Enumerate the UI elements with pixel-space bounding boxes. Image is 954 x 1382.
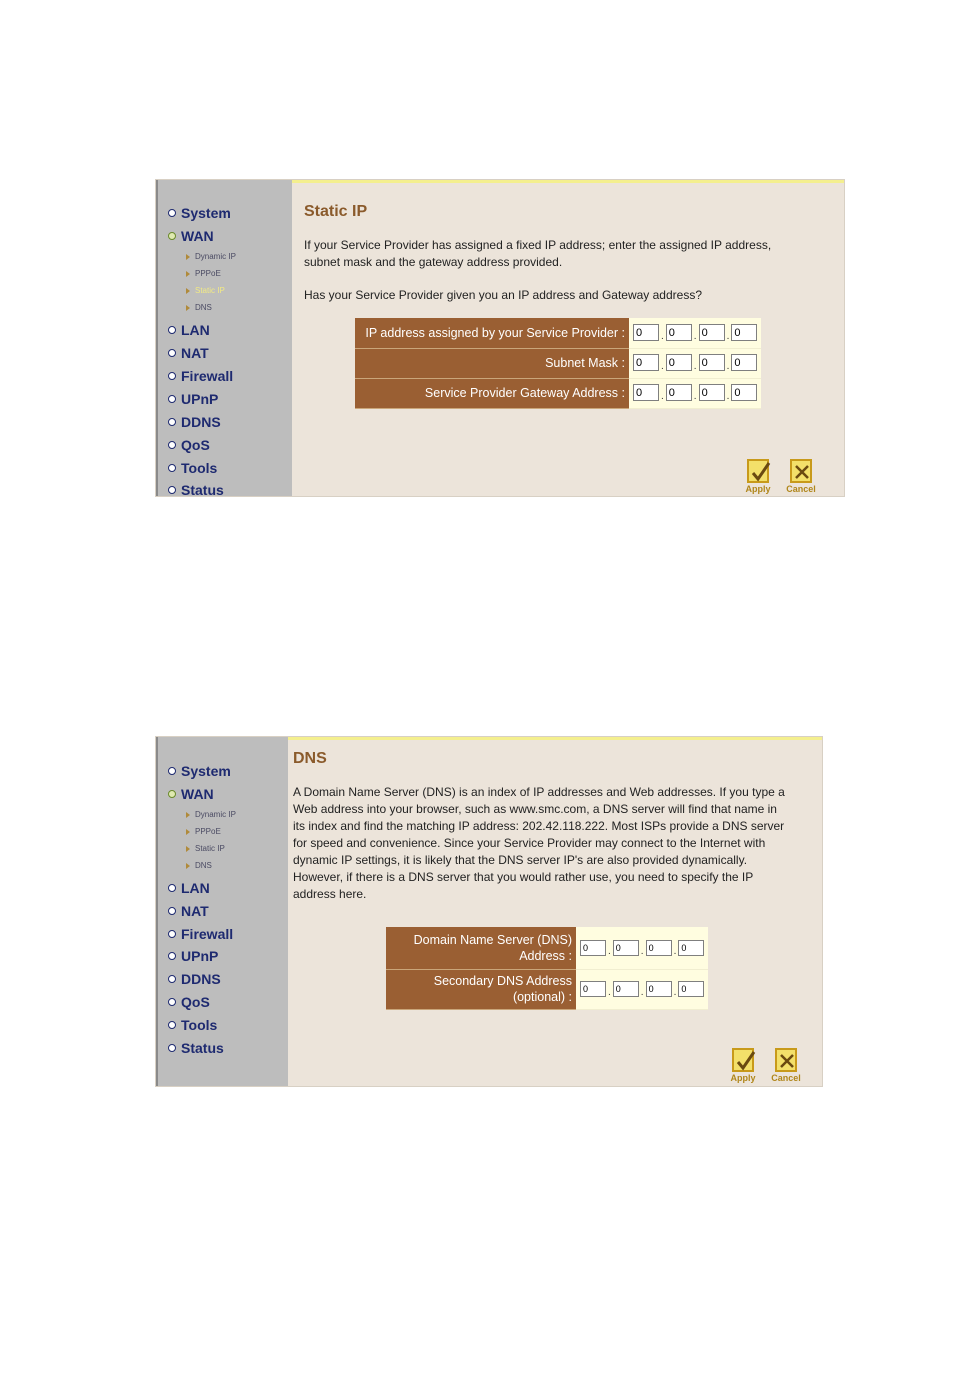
radio-circle-icon <box>168 232 176 240</box>
mask-octet-4[interactable] <box>731 354 757 371</box>
octet-separator: . <box>726 361 730 372</box>
cancel-button[interactable] <box>784 459 818 494</box>
octet-separator: . <box>693 361 697 372</box>
static-ip-panel <box>156 180 844 496</box>
nav-upnp[interactable] <box>168 391 218 407</box>
triangle-right-icon <box>186 271 190 277</box>
radio-circle-icon <box>168 884 176 892</box>
radio-circle-icon <box>168 395 176 403</box>
dns-form <box>386 927 708 1010</box>
field-label: Service Provider Gateway Address : <box>355 378 629 408</box>
intro-line: subnet mask and the gateway address provided. <box>304 255 563 269</box>
nav-system[interactable] <box>168 205 231 221</box>
radio-circle-icon <box>168 372 176 380</box>
subnav-pppoe[interactable] <box>186 827 221 836</box>
subnav-label: Dynamic IP <box>195 252 236 261</box>
nav-qos[interactable] <box>168 437 210 453</box>
nav-label: Status <box>181 1040 224 1056</box>
triangle-right-icon <box>186 305 190 311</box>
octet-separator: . <box>661 361 664 372</box>
nav-lan[interactable] <box>168 880 210 896</box>
triangle-right-icon <box>186 846 190 852</box>
dns1-octet-4[interactable] <box>678 940 704 956</box>
subnav-label: PPPoE <box>195 269 221 278</box>
nav-wan[interactable] <box>168 786 214 802</box>
gateway-octet-3[interactable] <box>699 384 725 401</box>
octet-separator: . <box>661 391 664 402</box>
nav-label: Tools <box>181 1017 218 1033</box>
subnav-label: PPPoE <box>195 827 221 836</box>
checkmark-box-icon <box>732 1048 754 1072</box>
nav-system[interactable] <box>168 763 231 779</box>
nav-label: LAN <box>181 322 210 338</box>
nav-label: LAN <box>181 880 210 896</box>
cancel-label: Cancel <box>771 1073 801 1083</box>
form-row-secondary-dns <box>386 969 708 1009</box>
nav-label: QoS <box>181 994 210 1010</box>
dns2-octet-3[interactable] <box>646 981 672 997</box>
radio-circle-icon <box>168 464 176 472</box>
page-title: DNS <box>293 750 327 767</box>
ip-address-octets <box>629 318 761 348</box>
mask-octet-2[interactable] <box>666 354 692 371</box>
radio-circle-icon <box>168 952 176 960</box>
ip-octet-1[interactable] <box>633 324 659 341</box>
radio-circle-icon <box>168 767 176 775</box>
field-label: Subnet Mask : <box>355 348 629 378</box>
nav-label: System <box>181 763 231 779</box>
octet-separator: . <box>608 987 611 998</box>
octet-separator: . <box>726 391 730 402</box>
description-line: for speed and convenience. Since your Service Provider may connect to the Internet with <box>293 836 766 850</box>
subnav-pppoe[interactable] <box>186 269 221 278</box>
subnav-label: Static IP <box>195 844 225 853</box>
gateway-octet-1[interactable] <box>633 384 659 401</box>
primary-dns-octets <box>576 927 708 969</box>
triangle-right-icon <box>186 863 190 869</box>
subnav-static-ip[interactable] <box>186 286 225 295</box>
nav-qos[interactable] <box>168 994 210 1010</box>
triangle-right-icon <box>186 254 190 260</box>
radio-circle-icon <box>168 486 176 494</box>
octet-separator: . <box>640 987 644 998</box>
octet-separator: . <box>726 330 730 342</box>
dns2-octet-4[interactable] <box>678 981 704 997</box>
nav-ddns[interactable] <box>168 971 221 987</box>
dns1-octet-1[interactable] <box>580 940 606 956</box>
checkmark-box-icon <box>747 459 769 483</box>
form-row-primary-dns <box>386 927 708 969</box>
ip-octet-2[interactable] <box>666 324 692 341</box>
apply-button[interactable] <box>743 459 773 494</box>
subnav-dns[interactable] <box>186 861 212 870</box>
subnav-dynamic-ip[interactable] <box>186 252 236 261</box>
mask-octet-3[interactable] <box>699 354 725 371</box>
nav-label: Firewall <box>181 926 234 942</box>
intro-text <box>304 237 834 271</box>
nav-label: WAN <box>181 228 214 244</box>
subnav-dns[interactable] <box>186 303 212 312</box>
subnav-label: DNS <box>195 303 212 312</box>
octet-separator: . <box>661 330 664 342</box>
radio-circle-icon <box>168 349 176 357</box>
description-line: dynamic IP settings, it is likely that the DNS server IP's are also provided dynamically. <box>293 853 748 867</box>
x-box-icon <box>775 1048 797 1072</box>
nav-label: Status <box>181 482 224 498</box>
nav-label: DDNS <box>181 414 221 430</box>
subnet-mask-octets <box>629 348 761 378</box>
nav-label: QoS <box>181 437 210 453</box>
nav-label: System <box>181 205 231 221</box>
triangle-right-icon <box>186 829 190 835</box>
nav-label: WAN <box>181 786 214 802</box>
description-line: address here. <box>293 887 367 901</box>
nav-label: UPnP <box>181 948 219 964</box>
field-label <box>386 927 576 969</box>
dns1-octet-3[interactable] <box>646 940 672 956</box>
cancel-button[interactable] <box>769 1048 803 1083</box>
page-title: Static IP <box>304 203 368 220</box>
gateway-octet-2[interactable] <box>666 384 692 401</box>
apply-label: Apply <box>730 1073 756 1083</box>
triangle-right-icon <box>186 812 190 818</box>
ip-octet-4[interactable] <box>731 324 757 341</box>
nav-label: UPnP <box>181 391 219 407</box>
nav-label: DDNS <box>181 971 221 987</box>
octet-separator: . <box>693 330 697 342</box>
radio-circle-icon <box>168 975 176 983</box>
form-row-subnet-mask <box>355 348 761 378</box>
radio-circle-icon <box>168 930 176 938</box>
dns-description <box>293 784 813 903</box>
nav-firewall[interactable] <box>168 368 233 384</box>
field-label <box>386 969 576 1009</box>
dns2-octet-2[interactable] <box>613 981 639 997</box>
description-line: However, if there is a DNS server that you would rather use, you need to specify the IP <box>293 870 754 884</box>
radio-circle-icon <box>168 418 176 426</box>
gateway-octet-4[interactable] <box>731 384 757 401</box>
label-line: Secondary DNS Address <box>433 974 572 988</box>
nav-upnp[interactable] <box>168 948 218 964</box>
radio-circle-icon <box>168 1021 176 1029</box>
nav-status[interactable] <box>168 482 224 498</box>
intro-line: If your Service Provider has assigned a fixed IP address; enter the assigned IP address, <box>304 238 772 252</box>
description-line: Web address into your browser, such as www.smc.com, a DNS server will find that name in <box>293 802 777 816</box>
nav-tools[interactable] <box>168 1017 217 1033</box>
form-row-ip-address <box>355 318 761 348</box>
dns2-octet-1[interactable] <box>580 981 606 997</box>
radio-circle-icon <box>168 326 176 334</box>
secondary-dns-octets <box>576 969 708 1009</box>
nav-status[interactable] <box>168 1040 224 1056</box>
subnav-dynamic-ip[interactable] <box>186 810 236 819</box>
nav-wan[interactable] <box>168 228 214 244</box>
octet-separator: . <box>673 945 677 957</box>
octet-separator: . <box>640 945 644 957</box>
sidebar-nav <box>156 180 292 496</box>
ip-octet-3[interactable] <box>699 324 725 341</box>
nav-firewall[interactable] <box>168 926 233 942</box>
radio-circle-icon <box>168 441 176 449</box>
mask-octet-1[interactable] <box>633 354 659 371</box>
radio-circle-icon <box>168 998 176 1006</box>
field-label: IP address assigned by your Service Provider : <box>355 318 629 348</box>
radio-circle-icon <box>168 907 176 915</box>
static-ip-form <box>355 318 761 409</box>
question-text: Has your Service Provider given you an IP address and Gateway address? <box>304 288 702 302</box>
cancel-label: Cancel <box>786 484 816 494</box>
description-line: A Domain Name Server (DNS) is an index of IP addresses and Web addresses. If you type a <box>293 785 785 799</box>
x-box-icon <box>790 459 812 483</box>
octet-separator: . <box>608 945 611 957</box>
nav-nat[interactable] <box>168 345 209 361</box>
nav-label: Tools <box>181 460 218 476</box>
label-line: Address : <box>519 948 572 963</box>
radio-circle-icon <box>168 209 176 217</box>
nav-label: NAT <box>181 345 209 361</box>
apply-button[interactable] <box>728 1048 758 1083</box>
subnav-label: Dynamic IP <box>195 810 236 819</box>
nav-nat[interactable] <box>168 903 209 919</box>
dns1-octet-2[interactable] <box>613 940 639 956</box>
octet-separator: . <box>673 987 677 998</box>
radio-circle-icon <box>168 1044 176 1052</box>
subnav-label: DNS <box>195 861 212 870</box>
dns-panel <box>156 737 822 1086</box>
form-row-gateway <box>355 378 761 408</box>
nav-label: NAT <box>181 903 209 919</box>
subnav-label: Static IP <box>195 286 225 295</box>
nav-lan[interactable] <box>168 322 210 338</box>
label-line: Domain Name Server (DNS) <box>413 932 572 947</box>
nav-label: Firewall <box>181 368 234 384</box>
radio-circle-icon <box>168 790 176 798</box>
nav-ddns[interactable] <box>168 414 221 430</box>
triangle-right-icon <box>186 288 190 294</box>
sidebar-nav <box>156 737 288 1086</box>
description-line: its index and find the matching IP address: 202.42.118.222. Most ISPs provide a DNS server <box>293 819 785 833</box>
label-line: (optional) : <box>512 990 572 1004</box>
gateway-octets <box>629 378 761 408</box>
apply-label: Apply <box>745 484 771 494</box>
nav-tools[interactable] <box>168 460 217 476</box>
octet-separator: . <box>693 391 697 402</box>
subnav-static-ip[interactable] <box>186 844 225 853</box>
